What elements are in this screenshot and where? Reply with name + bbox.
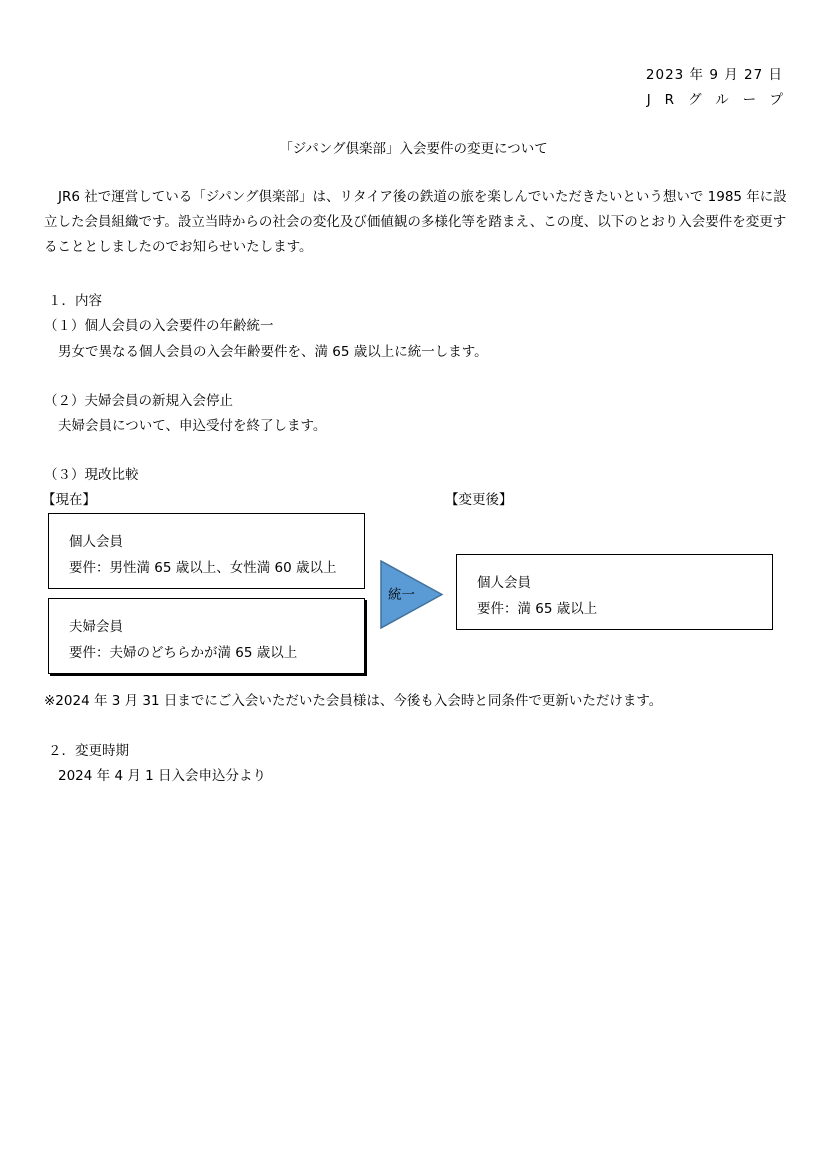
section2-body: 2024 年 4 月 1 日入会申込分より (58, 768, 266, 784)
document-date: 2023 年 9 月 27 日 (645, 67, 783, 83)
intro-paragraph (44, 185, 789, 260)
intro-text: JR6 社で運営している「ジパング倶楽部」は、リタイア後の鉄道の旅を楽しんでいただきたいという想いで 1985 年に設立した会員組織です。設立当時からの社会の変化及び価値観の多様化等を踏まえ、この度、以下のとおり入会要件を変更することとしましたのでお知らせいたします。 (44, 189, 787, 255)
current-couple-title: 夫婦会員 (69, 619, 123, 635)
after-label: 【変更後】 (445, 492, 513, 508)
after-individual-box (456, 554, 773, 630)
sub1-body: 男女で異なる個人会員の入会年齢要件を、満 65 歳以上に統一します。 (58, 344, 488, 360)
current-couple-requirement: 要件：夫婦のどちらかが満 65 歳以上 (69, 645, 298, 661)
renewal-note: ※2024 年 3 月 31 日までにご入会いただいた会員様は、今後も入会時と同条件で更新いただけます。 (44, 693, 663, 709)
sub3-heading: （３）現改比較 (44, 467, 139, 483)
current-couple-box (48, 598, 365, 674)
section2-heading: ２．変更時期 (48, 743, 129, 759)
document-title: 「ジパング倶楽部」入会要件の変更について (279, 141, 548, 157)
current-label: 【現在】 (42, 492, 96, 508)
current-individual-box (48, 513, 365, 589)
unify-arrow (380, 560, 443, 629)
sub2-heading: （２）夫婦会員の新規入会停止 (44, 393, 233, 409)
sub2-body: 夫婦会員について、申込受付を終了します。 (58, 418, 327, 434)
current-individual-title: 個人会員 (69, 534, 123, 550)
arrow-label: 統一 (388, 587, 415, 603)
after-individual-title: 個人会員 (477, 575, 531, 591)
section1-heading: １．内容 (48, 293, 102, 309)
sub1-heading: （１）個人会員の入会要件の年齢統一 (44, 318, 274, 334)
after-individual-requirement: 要件：満 65 歳以上 (477, 601, 598, 617)
issuer-name: JRグループ (646, 92, 797, 108)
current-individual-requirement: 要件：男性満 65 歳以上、女性満 60 歳以上 (69, 560, 337, 576)
